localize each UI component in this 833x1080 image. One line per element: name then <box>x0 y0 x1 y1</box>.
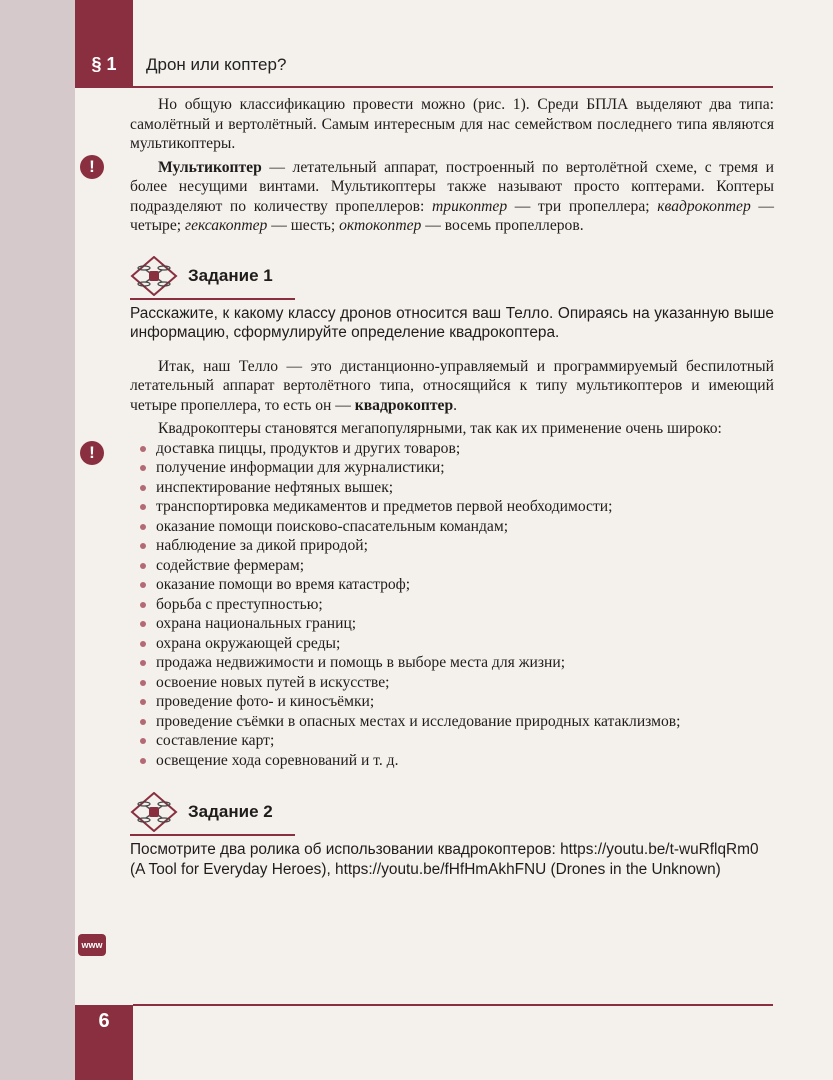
list-item: наблюдение за дикой природой; <box>130 536 774 556</box>
left-margin-strip <box>0 0 75 1080</box>
task-2-text: Посмотрите два ролика об использовании квадрокоптеров: https://youtu.be/t-wuRflqRm0 (A Tool for Everyday Heroes), https://youtu.be/fHfHmAkhFNU (Drones in the Unknown) <box>130 841 759 878</box>
task-2-label: Задание 2 <box>188 802 273 822</box>
answer-term: квадрокоптер <box>354 396 454 414</box>
page-number: 6 <box>98 1010 110 1032</box>
list-item: составление карт; <box>130 731 774 751</box>
term-quadcopter: квадрокоптер <box>657 197 751 215</box>
list-item: проведение фото- и киносъёмки; <box>130 692 774 712</box>
definition-term: Мультикоптер <box>158 158 262 176</box>
list-item: проведение съёмки в опасных местах и исследование природных катаклизмов; <box>130 712 774 732</box>
footer-rule <box>133 1004 773 1006</box>
list-item: охрана национальных границ; <box>130 614 774 634</box>
list-item: получение информации для журналистики; <box>130 458 774 478</box>
term-hexacopter: гексакоптер <box>185 217 268 234</box>
task-1-label: Задание 1 <box>188 265 273 285</box>
task-1-heading <box>130 256 295 300</box>
list-item: охрана окружающей среды; <box>130 634 774 654</box>
drone-icon <box>130 792 178 832</box>
section-number: § 1 <box>91 54 117 74</box>
term-text: — восемь пропеллеров. <box>421 217 584 234</box>
answer-paragraph <box>130 357 774 416</box>
list-item: инспектирование нефтяных вышек; <box>130 478 774 498</box>
list-item: освоение новых путей в искусстве; <box>130 673 774 693</box>
usage-intro: Квадрокоптеры становятся мегапопулярными, так как их применение очень широко: <box>158 420 722 437</box>
task-2-heading <box>130 792 295 836</box>
list-item: освещение хода соревнований и т. д. <box>130 751 774 771</box>
header-rule <box>133 86 773 88</box>
important-icon: ! <box>80 441 104 465</box>
term-tricopter: трикоптер <box>432 197 508 215</box>
list-item: оказание помощи во время катастроф; <box>130 575 774 595</box>
drone-icon <box>130 256 178 296</box>
important-icon: ! <box>80 155 104 179</box>
answer-text: Итак, наш Телло — это дистанционно-управляемый и программируемый беспилотный летательный аппарат вертолётного типа, относящийся к типу мультикоптеров и имеющий четыре пропеллера, то есть он — <box>130 357 774 414</box>
definition-paragraph <box>130 158 774 236</box>
usage-list <box>130 439 774 771</box>
answer-end: . <box>453 396 458 414</box>
task-1-text: Расскажите, к какому классу дронов относится ваш Телло. Опираясь на указанную выше информацию, сформулируйте определение квадрокоптера. <box>130 304 774 341</box>
term-octocopter: октокоптер <box>339 217 422 234</box>
definition-text: — летательный аппарат, построенный по вертолётной схеме, с тремя и более несущими винтами. Мультикоптеры также называют просто коптерами. Коптеры подразделяют по количеству пропеллеров: <box>130 158 774 215</box>
list-item: оказание помощи поисково-спасательным командам; <box>130 517 774 537</box>
list-item: содействие фермерам; <box>130 556 774 576</box>
term-text: — четыре; <box>130 197 774 234</box>
www-icon: www <box>78 934 106 956</box>
list-item: доставка пиццы, продуктов и других товаров; <box>130 439 774 459</box>
page-title: Дрон или коптер? <box>146 55 287 74</box>
term-text: — три пропеллера; <box>507 197 658 215</box>
page-content <box>130 95 774 879</box>
list-item: продажа недвижимости и помощь в выборе места для жизни; <box>130 653 774 673</box>
intro-paragraph: Но общую классификацию провести можно (рис. 1). Среди БПЛА выделяют два типа: самолётный и вертолётный. Самым интересным для нас семейством последнего типа являются мультикоптеры. <box>130 96 774 152</box>
list-item: борьба с преступностью; <box>130 595 774 615</box>
list-item: транспортировка медикаментов и предметов первой необходимости; <box>130 497 774 517</box>
term-text: — шесть; <box>267 217 340 234</box>
